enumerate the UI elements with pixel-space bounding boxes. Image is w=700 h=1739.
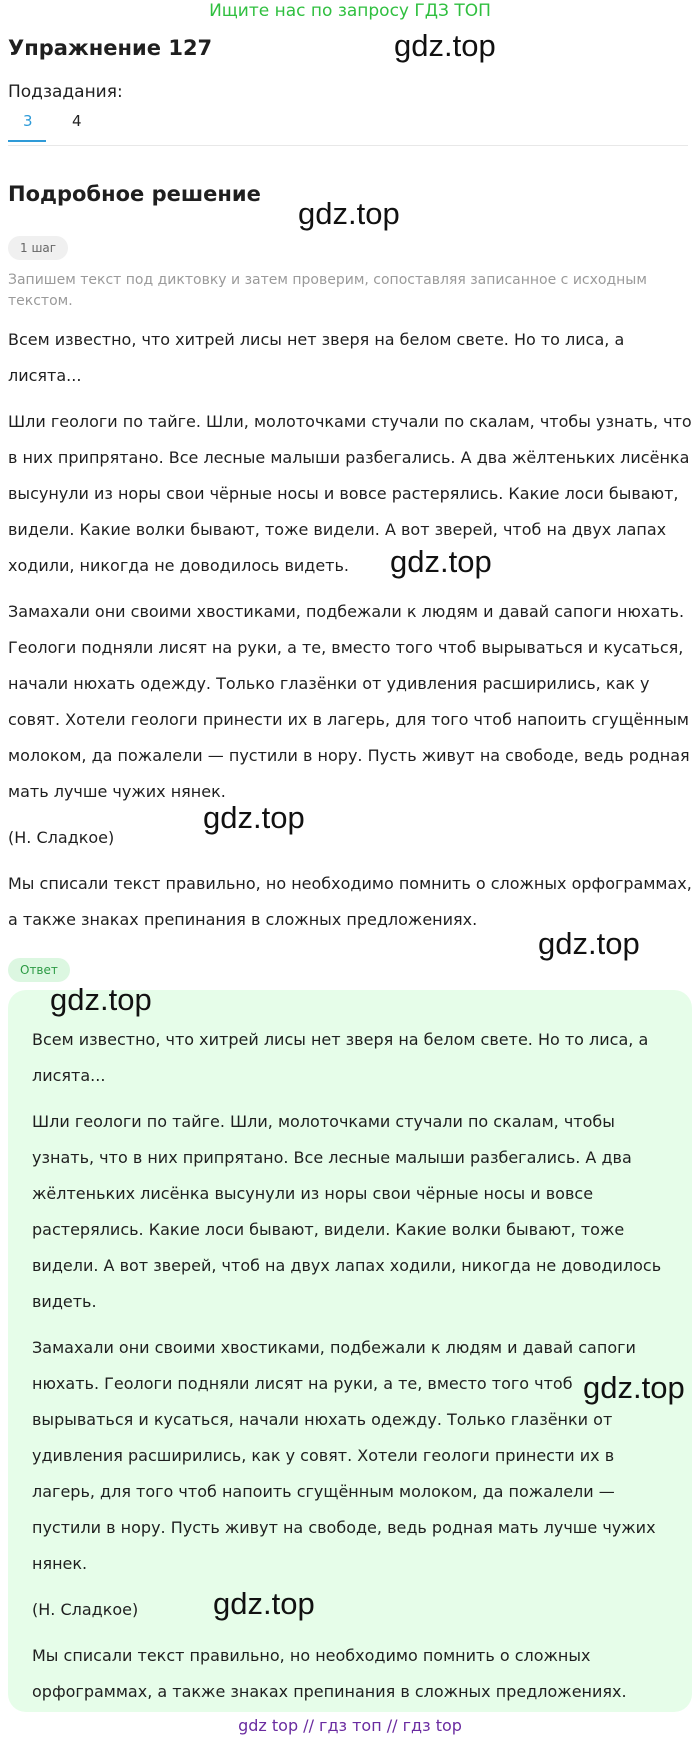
footer-links[interactable]: gdz top // гдз топ // гдз top — [238, 1716, 462, 1735]
step-badge: 1 шаг — [8, 236, 68, 260]
watermark: gdz.top — [583, 1370, 685, 1405]
answer-paragraph: Мы списали текст правильно, но необходимо помнить о сложных орфограммах, а также знаках препинания в сложных предложениях. — [32, 1646, 627, 1701]
answer-paragraph: Замахали они своими хвостиками, подбежали к людям и давай сапоги нюхать. Геологи подняли лисят на руки, а те, вместо того чтоб вырываться и кусаться, начали нюхать одежду. Только глазёнки от удивления расширились, как у совят. Хотели геологи принести их в лагерь, для того чтоб напоить сгущённым молоком, да пожалели — пустили в нору. Пусть живут на свободе, ведь родная мать лучше чужих нянек. — [32, 1338, 656, 1573]
answer-author: (Н. Сладкое) — [32, 1600, 139, 1619]
subtasks-label: Подзадания: — [8, 82, 123, 102]
answer-box — [8, 990, 692, 1712]
solution-paragraph: Всем известно, что хитрей лисы нет зверя на белом свете. Но то лиса, а лисята... — [8, 330, 625, 385]
solution-hint: Запишем текст под диктовку и затем проверим, сопоставляя записанное с исходным текстом. — [8, 272, 647, 309]
solution-paragraph: Мы списали текст правильно, но необходимо помнить о сложных орфограммах, а также знаках препинания в сложных предложениях. — [8, 874, 692, 929]
tab-subtask-4[interactable]: 4 — [72, 112, 82, 130]
search-banner: Ищите нас по запросу ГДЗ ТОП — [209, 1, 491, 21]
solution-author: (Н. Сладкое) — [8, 828, 115, 847]
active-tab-indicator — [8, 140, 46, 142]
solution-title: Подробное решение — [8, 182, 261, 206]
tabs-divider — [8, 145, 688, 146]
tab-subtask-3[interactable]: 3 — [23, 112, 33, 130]
solution-text — [8, 322, 696, 948]
watermark: gdz.top — [203, 800, 305, 835]
solution-paragraph: Шли геологи по тайге. Шли, молоточками стучали по скалам, чтобы узнать, что в них припрятано. Все лесные малыши разбегались. А два жёлтеньких лисёнка высунули из норы свои чёрные носы и вовсе растерялись. Какие лоси бывают, видели. Какие волки бывают, тоже видели. А вот зверей, чтоб на двух лапах ходили, никогда не доводилось видеть. — [8, 412, 692, 575]
answer-paragraph: Шли геологи по тайге. Шли, молоточками стучали по скалам, чтобы узнать, что в них припрятано. Все лесные малыши разбегались. А два жёлтеньких лисёнка высунули из норы свои чёрные носы и вовсе растерялись. Какие лоси бывают, видели. Какие волки бывают, тоже видели. А вот зверей, чтоб на двух лапах ходили, никогда не доводилось видеть. — [32, 1112, 662, 1311]
watermark: gdz.top — [538, 926, 640, 961]
answer-badge: Ответ — [8, 958, 70, 982]
watermark: gdz.top — [394, 28, 496, 63]
page-title: Упражнение 127 — [8, 36, 213, 60]
watermark: gdz.top — [50, 982, 152, 1017]
watermark: gdz.top — [298, 196, 400, 231]
watermark: gdz.top — [213, 1586, 315, 1621]
answer-paragraph: Всем известно, что хитрей лисы нет зверя на белом свете. Но то лиса, а лисята... — [32, 1030, 649, 1085]
watermark: gdz.top — [390, 544, 492, 579]
solution-paragraph: Замахали они своими хвостиками, подбежали к людям и давай сапоги нюхать. Геологи подняли лисят на руки, а те, вместо того чтоб вырываться и кусаться, начали нюхать одежду. Только глазёнки от удивления расширились, как у совят. Хотели геологи принести их в лагерь, для того чтоб напоить сгущённым молоком, да пожалели — пустили в нору. Пусть живут на свободе, ведь родная мать лучше чужих нянек. — [8, 602, 690, 801]
